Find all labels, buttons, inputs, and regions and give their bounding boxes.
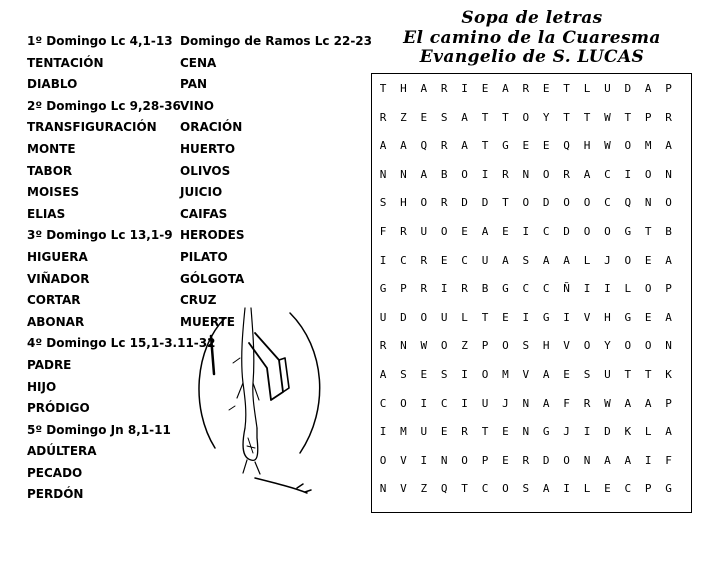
word-list-1-entry: VIÑADOR	[27, 271, 90, 286]
grid-letter[interactable]: G	[379, 282, 387, 296]
grid-letter[interactable]: A	[624, 453, 632, 467]
grid-letter[interactable]: G	[502, 282, 509, 296]
grid-letter[interactable]: R	[461, 282, 468, 296]
grid-letter[interactable]: A	[502, 82, 509, 95]
word-list-1-entry: ABONAR	[27, 314, 85, 329]
grid-letter[interactable]: O	[604, 225, 611, 238]
grid-letter[interactable]: G	[542, 425, 550, 439]
grid-letter[interactable]: A	[563, 253, 570, 267]
word-list-1-entry: 3º Domingo Lc 13,1-9	[27, 228, 173, 243]
grid-letter[interactable]: E	[502, 453, 509, 467]
word-list-2-entry: Domingo de Ramos Lc 22-23	[180, 34, 373, 48]
word-list-1-entry: ADÚLTERA	[27, 444, 97, 459]
grid-letter[interactable]: O	[440, 225, 448, 238]
grid-letter[interactable]: I	[461, 396, 468, 410]
grid-letter[interactable]: T	[502, 196, 509, 210]
grid-letter[interactable]: R	[420, 282, 428, 296]
grid-letter[interactable]: L	[583, 253, 591, 267]
grid-letter[interactable]: R	[563, 167, 570, 181]
grid-letter[interactable]: A	[420, 167, 428, 181]
grid-letter[interactable]: E	[502, 310, 509, 324]
grid-row	[372, 282, 691, 296]
word-list-2-entry: CRUZ	[180, 293, 217, 308]
grid-row	[372, 311, 691, 325]
grid-row	[372, 82, 691, 96]
grid-letter[interactable]: L	[583, 82, 591, 95]
grid-letter[interactable]: I	[481, 167, 489, 181]
grid-letter[interactable]: A	[542, 368, 550, 381]
grid-row	[372, 111, 691, 125]
grid-letter[interactable]: L	[461, 310, 468, 324]
grid-letter[interactable]: S	[522, 339, 530, 353]
grid-letter[interactable]: A	[379, 368, 387, 381]
grid-letter[interactable]: E	[522, 139, 530, 153]
grid-letter[interactable]: T	[379, 82, 387, 95]
grid-letter[interactable]: N	[522, 425, 530, 439]
grid-letter[interactable]: K	[624, 425, 632, 439]
grid-letter[interactable]: T	[644, 368, 652, 381]
crucifixion-sketch-icon	[185, 288, 335, 508]
grid-letter[interactable]: H	[400, 82, 407, 95]
grid-letter[interactable]: C	[481, 482, 489, 496]
grid-letter[interactable]: U	[420, 225, 428, 238]
grid-letter[interactable]: E	[604, 482, 611, 496]
grid-letter[interactable]: A	[420, 82, 428, 95]
grid-letter[interactable]: O	[583, 225, 591, 238]
grid-letter[interactable]: N	[522, 396, 530, 410]
grid-letter[interactable]: R	[400, 225, 407, 238]
grid-letter[interactable]: H	[542, 339, 550, 353]
grid-letter[interactable]: Y	[604, 339, 611, 353]
grid-letter[interactable]: E	[420, 110, 428, 124]
word-list-1-entry: ELIAS	[27, 206, 66, 221]
grid-letter[interactable]: V	[583, 310, 591, 324]
word-list-1-entry: HIGUERA	[27, 249, 88, 264]
grid-letter[interactable]: I	[644, 453, 652, 467]
grid-letter[interactable]: T	[624, 368, 632, 381]
grid-letter[interactable]: P	[400, 282, 407, 296]
word-list-1-entry: MONTE	[27, 141, 76, 156]
grid-letter[interactable]: I	[461, 82, 468, 95]
grid-letter[interactable]: Z	[400, 110, 407, 124]
grid-letter[interactable]: D	[461, 196, 468, 210]
grid-letter[interactable]: B	[440, 167, 448, 181]
grid-letter[interactable]: A	[624, 396, 632, 410]
grid-letter[interactable]: N	[400, 167, 407, 181]
grid-letter[interactable]: N	[440, 453, 448, 467]
grid-letter[interactable]: L	[583, 482, 591, 496]
grid-letter[interactable]: T	[624, 110, 632, 124]
grid-letter[interactable]: P	[665, 282, 672, 296]
grid-letter[interactable]: E	[440, 425, 448, 439]
grid-row	[372, 454, 691, 468]
grid-letter[interactable]: O	[481, 368, 489, 381]
grid-letter[interactable]: J	[604, 253, 611, 267]
grid-letter[interactable]: O	[522, 110, 530, 124]
grid-letter[interactable]: M	[400, 425, 407, 439]
grid-letter[interactable]: W	[604, 396, 611, 410]
grid-letter[interactable]: I	[583, 282, 591, 296]
grid-letter[interactable]: P	[481, 339, 489, 353]
grid-letter[interactable]: D	[400, 310, 407, 324]
grid-letter[interactable]: A	[644, 396, 652, 410]
grid-letter[interactable]: E	[461, 225, 468, 238]
grid-letter[interactable]: S	[400, 368, 407, 381]
grid-row	[372, 368, 691, 382]
grid-letter[interactable]: O	[583, 196, 591, 210]
grid-letter[interactable]: A	[379, 139, 387, 153]
grid-letter[interactable]: B	[665, 225, 672, 238]
word-list-2-entry: CAIFAS	[180, 206, 228, 221]
grid-letter[interactable]: E	[440, 253, 448, 267]
grid-row	[372, 196, 691, 210]
grid-letter[interactable]: C	[542, 225, 550, 238]
grid-letter[interactable]: I	[522, 225, 530, 238]
grid-letter[interactable]: A	[481, 225, 489, 238]
grid-letter[interactable]: Q	[624, 196, 632, 210]
grid-letter[interactable]: D	[481, 196, 489, 210]
grid-letter[interactable]: C	[604, 167, 611, 181]
grid-letter[interactable]: H	[583, 139, 591, 153]
grid-letter[interactable]: Q	[420, 139, 428, 153]
grid-letter[interactable]: V	[400, 453, 407, 467]
grid-letter[interactable]: D	[624, 82, 632, 95]
word-list-1-entry: 1º Domingo Lc 4,1-13	[27, 34, 173, 48]
word-list-1-entry: PRÓDIGO	[27, 401, 90, 416]
word-list-2-entry: PAN	[180, 77, 208, 92]
grid-letter[interactable]: C	[604, 196, 611, 210]
grid-letter[interactable]: A	[542, 396, 550, 410]
grid-row	[372, 168, 691, 182]
grid-letter[interactable]: E	[644, 253, 652, 267]
grid-letter[interactable]: G	[502, 139, 509, 153]
grid-letter[interactable]: U	[420, 425, 428, 439]
grid-letter[interactable]: R	[665, 110, 672, 124]
grid-letter[interactable]: F	[665, 453, 672, 467]
grid-letter[interactable]: M	[502, 368, 509, 381]
grid-letter[interactable]: T	[461, 482, 468, 496]
grid-letter[interactable]: O	[583, 339, 591, 353]
grid-letter[interactable]: U	[604, 368, 611, 381]
grid-letter[interactable]: A	[461, 139, 468, 153]
grid-letter[interactable]: A	[583, 167, 591, 181]
grid-letter[interactable]: Q	[440, 482, 448, 496]
grid-letter[interactable]: U	[481, 396, 489, 410]
grid-letter[interactable]: G	[624, 225, 632, 238]
grid-letter[interactable]: R	[522, 82, 530, 95]
grid-letter[interactable]: I	[522, 310, 530, 324]
grid-letter[interactable]: O	[644, 339, 652, 353]
word-list-1-entry: 4º Domingo Lc 15,1-3.11-32	[27, 336, 216, 351]
grid-letter[interactable]: T	[481, 110, 489, 124]
word-list-2-entry: CENA	[180, 55, 217, 70]
grid-row	[372, 254, 691, 268]
grid-letter[interactable]: O	[542, 167, 550, 181]
grid-letter[interactable]: V	[522, 368, 530, 381]
grid-letter[interactable]: N	[400, 339, 407, 353]
grid-letter[interactable]: U	[481, 253, 489, 267]
grid-letter[interactable]: T	[644, 225, 652, 238]
grid-letter[interactable]: N	[665, 339, 672, 353]
grid-letter[interactable]: S	[379, 196, 387, 210]
grid-letter[interactable]: I	[563, 310, 570, 324]
grid-letter[interactable]: J	[502, 396, 509, 410]
grid-letter[interactable]: O	[379, 453, 387, 467]
word-list-2-entry: OLIVOS	[180, 163, 231, 178]
word-list-2-entry: HUERTO	[180, 141, 236, 156]
word-list-1-entry: DIABLO	[27, 77, 78, 92]
grid-letter[interactable]: K	[665, 368, 672, 381]
grid-letter[interactable]: O	[420, 196, 428, 210]
grid-letter[interactable]: O	[440, 339, 448, 353]
grid-letter[interactable]: I	[604, 282, 611, 296]
grid-letter[interactable]: H	[604, 310, 611, 324]
word-list-2-entry: ORACIÓN	[180, 120, 243, 135]
grid-letter[interactable]: L	[644, 425, 652, 439]
word-list-2-entry: JUICIO	[180, 185, 223, 200]
grid-letter[interactable]: E	[481, 82, 489, 95]
grid-letter[interactable]: R	[440, 196, 448, 210]
grid-letter[interactable]: A	[502, 253, 509, 267]
grid-letter[interactable]: N	[379, 482, 387, 496]
grid-letter[interactable]: V	[563, 339, 570, 353]
word-list-1-entry: TRANSFIGURACIÓN	[27, 120, 157, 135]
grid-letter[interactable]: A	[604, 453, 611, 467]
grid-letter[interactable]: U	[604, 82, 611, 95]
word-list-2-entry: GÓLGOTA	[180, 271, 245, 286]
grid-letter[interactable]: R	[461, 425, 468, 439]
grid-letter[interactable]: T	[481, 139, 489, 153]
grid-letter[interactable]: L	[624, 282, 632, 296]
grid-letter[interactable]: Y	[542, 110, 550, 124]
grid-letter[interactable]: B	[481, 282, 489, 296]
grid-letter[interactable]: E	[420, 368, 428, 381]
grid-letter[interactable]: T	[583, 110, 591, 124]
grid-letter[interactable]: E	[542, 82, 550, 95]
grid-letter[interactable]: R	[502, 167, 509, 181]
grid-letter[interactable]: A	[665, 139, 672, 153]
grid-letter[interactable]: O	[420, 310, 428, 324]
grid-letter[interactable]: U	[379, 310, 387, 324]
grid-letter[interactable]: U	[440, 310, 448, 324]
word-list-1-entry: PECADO	[27, 465, 83, 480]
grid-letter[interactable]: I	[461, 368, 468, 381]
grid-letter[interactable]: C	[440, 396, 448, 410]
grid-letter[interactable]: I	[624, 167, 632, 181]
grid-letter[interactable]: I	[440, 282, 448, 296]
grid-letter[interactable]: V	[400, 482, 407, 496]
word-list-2-entry: PILATO	[180, 249, 228, 264]
word-list-1-entry: TENTACIÓN	[27, 55, 104, 70]
grid-letter[interactable]: P	[644, 482, 652, 496]
grid-letter[interactable]: S	[440, 368, 448, 381]
grid-letter[interactable]: R	[440, 82, 448, 95]
grid-letter[interactable]: J	[563, 425, 570, 439]
grid-letter[interactable]: F	[563, 396, 570, 410]
grid-letter[interactable]: C	[461, 253, 468, 267]
grid-letter[interactable]: N	[665, 167, 672, 181]
grid-letter[interactable]: T	[563, 110, 570, 124]
grid-letter[interactable]: E	[542, 139, 550, 153]
grid-letter[interactable]: P	[665, 82, 672, 95]
word-list-1-entry: HIJO	[27, 379, 57, 394]
grid-letter[interactable]: G	[624, 310, 632, 324]
grid-letter[interactable]: A	[542, 482, 550, 496]
title-line-1: Sopa de letras	[461, 8, 603, 28]
grid-letter[interactable]: W	[604, 110, 611, 124]
grid-letter[interactable]: E	[644, 310, 652, 324]
word-list-1-entry: 5º Domingo Jn 8,1-11	[27, 422, 171, 437]
grid-letter[interactable]: E	[502, 225, 509, 238]
grid-row	[372, 425, 691, 439]
grid-letter[interactable]: T	[481, 425, 489, 439]
grid-letter[interactable]: C	[522, 282, 530, 296]
grid-letter[interactable]: T	[563, 82, 570, 95]
grid-letter[interactable]: R	[583, 396, 591, 410]
grid-letter[interactable]: A	[665, 425, 672, 439]
grid-row	[372, 139, 691, 153]
grid-letter[interactable]: P	[481, 453, 489, 467]
grid-letter[interactable]: P	[644, 110, 652, 124]
grid-letter[interactable]: O	[624, 139, 632, 153]
grid-letter[interactable]: O	[563, 453, 570, 467]
grid-letter[interactable]: N	[522, 167, 530, 181]
word-list-1-entry: CORTAR	[27, 293, 81, 308]
grid-row	[372, 225, 691, 239]
grid-letter[interactable]: D	[563, 225, 570, 238]
grid-letter[interactable]: I	[379, 253, 387, 267]
grid-letter[interactable]: I	[379, 425, 387, 439]
grid-letter[interactable]: G	[665, 482, 672, 496]
grid-letter[interactable]: N	[379, 167, 387, 181]
grid-letter[interactable]: C	[379, 396, 387, 410]
grid-letter[interactable]: S	[583, 368, 591, 381]
grid-letter[interactable]: D	[542, 196, 550, 210]
grid-letter[interactable]: O	[563, 196, 570, 210]
grid-letter[interactable]: N	[644, 196, 652, 210]
grid-letter[interactable]: I	[420, 453, 428, 467]
grid-letter[interactable]: Q	[563, 139, 570, 153]
grid-letter[interactable]: O	[502, 339, 509, 353]
grid-letter[interactable]: N	[583, 453, 591, 467]
grid-letter[interactable]: W	[420, 339, 428, 353]
grid-letter[interactable]: O	[400, 396, 407, 410]
grid-letter[interactable]: R	[440, 139, 448, 153]
grid-letter[interactable]: O	[665, 196, 672, 210]
word-list-2-entry: VINO	[180, 98, 214, 113]
grid-letter[interactable]: O	[461, 453, 468, 467]
grid-letter[interactable]: A	[665, 310, 672, 324]
word-list-1-entry: 2º Domingo Lc 9,28-36	[27, 98, 181, 113]
grid-letter[interactable]: S	[440, 110, 448, 124]
grid-letter[interactable]: D	[604, 425, 611, 439]
word-list-1-entry: PERDÓN	[27, 487, 84, 502]
grid-letter[interactable]: R	[379, 339, 387, 353]
grid-letter[interactable]: A	[400, 139, 407, 153]
grid-letter[interactable]: T	[481, 310, 489, 324]
grid-letter[interactable]: P	[665, 396, 672, 410]
grid-letter[interactable]: S	[522, 482, 530, 496]
grid-letter[interactable]: T	[502, 110, 509, 124]
grid-letter[interactable]: W	[604, 139, 611, 153]
grid-letter[interactable]: G	[542, 310, 550, 324]
grid-letter[interactable]: O	[522, 196, 530, 210]
grid-letter[interactable]: S	[522, 253, 530, 267]
grid-row	[372, 482, 691, 496]
grid-letter[interactable]: O	[624, 253, 632, 267]
word-list-1-entry: MOISES	[27, 185, 80, 200]
grid-letter[interactable]: A	[461, 110, 468, 124]
word-list-2-entry: MUERTE	[180, 314, 235, 329]
grid-letter[interactable]: Ñ	[563, 282, 570, 296]
grid-letter[interactable]: D	[542, 453, 550, 467]
word-list-1-entry: TABOR	[27, 163, 73, 178]
grid-letter[interactable]: O	[624, 339, 632, 353]
grid-letter[interactable]: I	[563, 482, 570, 496]
grid-letter[interactable]: I	[420, 396, 428, 410]
grid-letter[interactable]: C	[400, 253, 407, 267]
grid-letter[interactable]: F	[379, 225, 387, 238]
grid-letter[interactable]: A	[665, 253, 672, 267]
grid-letter[interactable]: A	[644, 82, 652, 95]
grid-letter[interactable]: A	[542, 253, 550, 267]
title-line-3: Evangelio de S. LUCAS	[419, 47, 645, 67]
grid-row	[372, 339, 691, 353]
word-list-2-entry: HERODES	[180, 228, 245, 243]
word-list-1-entry: PADRE	[27, 357, 72, 372]
grid-letter[interactable]: Z	[461, 339, 468, 353]
grid-letter[interactable]: R	[420, 253, 428, 267]
grid-letter[interactable]: C	[624, 482, 632, 496]
grid-letter[interactable]: O	[644, 167, 652, 181]
grid-letter[interactable]: H	[400, 196, 407, 210]
grid-letter[interactable]: I	[583, 425, 591, 439]
grid-letter[interactable]: O	[644, 282, 652, 296]
grid-letter[interactable]: E	[502, 425, 509, 439]
grid-letter[interactable]: E	[563, 368, 570, 381]
grid-letter[interactable]: R	[379, 110, 387, 124]
grid-letter[interactable]: M	[644, 139, 652, 153]
grid-row	[372, 397, 691, 411]
word-search-grid	[371, 73, 692, 513]
grid-letter[interactable]: O	[461, 167, 468, 181]
grid-letter[interactable]: Z	[420, 482, 428, 496]
grid-letter[interactable]: C	[542, 282, 550, 296]
grid-letter[interactable]: R	[522, 453, 530, 467]
grid-letter[interactable]: O	[502, 482, 509, 496]
title-line-2: El camino de la Cuaresma	[403, 28, 661, 48]
